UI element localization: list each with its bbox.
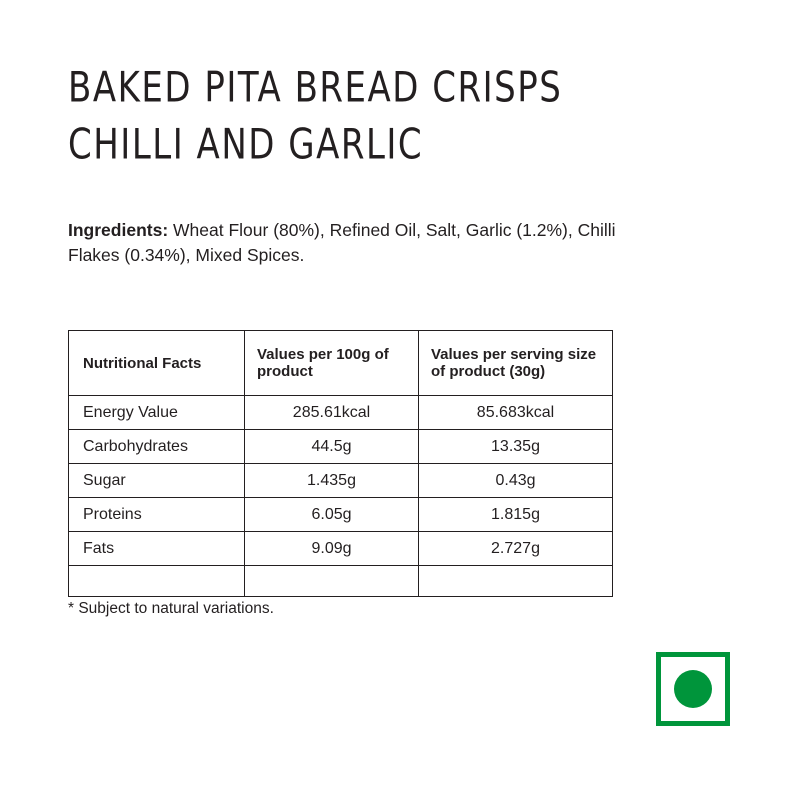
row-value-proteins-per-100g: 6.05g: [245, 498, 419, 532]
column-header-per-100g: Values per 100g of product: [245, 331, 419, 396]
ingredients-text: Wheat Flour (80%), Refined Oil, Salt, Garlic (1.2%), Chilli Flakes (0.34%), Mixed Spices.: [68, 220, 616, 265]
row-value-energy-value-per-serving: 85.683kcal: [419, 396, 613, 430]
row-value-energy-value-per-100g: 285.61kcal: [245, 396, 419, 430]
veg-symbol-dot: [674, 670, 712, 708]
blank-cell-3: [419, 566, 613, 597]
blank-cell-2: [245, 566, 419, 597]
row-label-carbohydrates: Carbohydrates: [69, 430, 245, 464]
ingredients-label: Ingredients:: [68, 220, 169, 240]
table-row: [69, 498, 613, 532]
row-label-fats: Fats: [69, 532, 245, 566]
nutrition-facts-table: [68, 330, 613, 597]
row-label-sugar: Sugar: [69, 464, 245, 498]
table-header-row: [69, 331, 613, 396]
row-value-fats-per-serving: 2.727g: [419, 532, 613, 566]
table-row-blank: [69, 566, 613, 597]
row-label-proteins: Proteins: [69, 498, 245, 532]
row-value-fats-per-100g: 9.09g: [245, 532, 419, 566]
table-row: [69, 464, 613, 498]
table-row: [69, 532, 613, 566]
row-value-sugar-per-100g: 1.435g: [245, 464, 419, 498]
product-title-line-1: BAKED PITA BREAD CRISPS: [68, 63, 563, 113]
veg-symbol-icon: [656, 652, 730, 726]
row-value-proteins-per-serving: 1.815g: [419, 498, 613, 532]
page-title: [68, 60, 708, 170]
product-title-line-2: CHILLI AND GARLIC: [68, 120, 424, 170]
table-row: [69, 396, 613, 430]
ingredients-section: [68, 218, 668, 268]
table-row: [69, 430, 613, 464]
row-value-carbohydrates-per-serving: 13.35g: [419, 430, 613, 464]
column-header-facts: Nutritional Facts: [69, 331, 245, 396]
row-label-energy-value: Energy Value: [69, 396, 245, 430]
row-value-sugar-per-serving: 0.43g: [419, 464, 613, 498]
blank-cell-1: [69, 566, 245, 597]
footnote-text: * Subject to natural variations.: [68, 600, 274, 617]
row-value-carbohydrates-per-100g: 44.5g: [245, 430, 419, 464]
column-header-per-serving: Values per serving size of product (30g): [419, 331, 613, 396]
